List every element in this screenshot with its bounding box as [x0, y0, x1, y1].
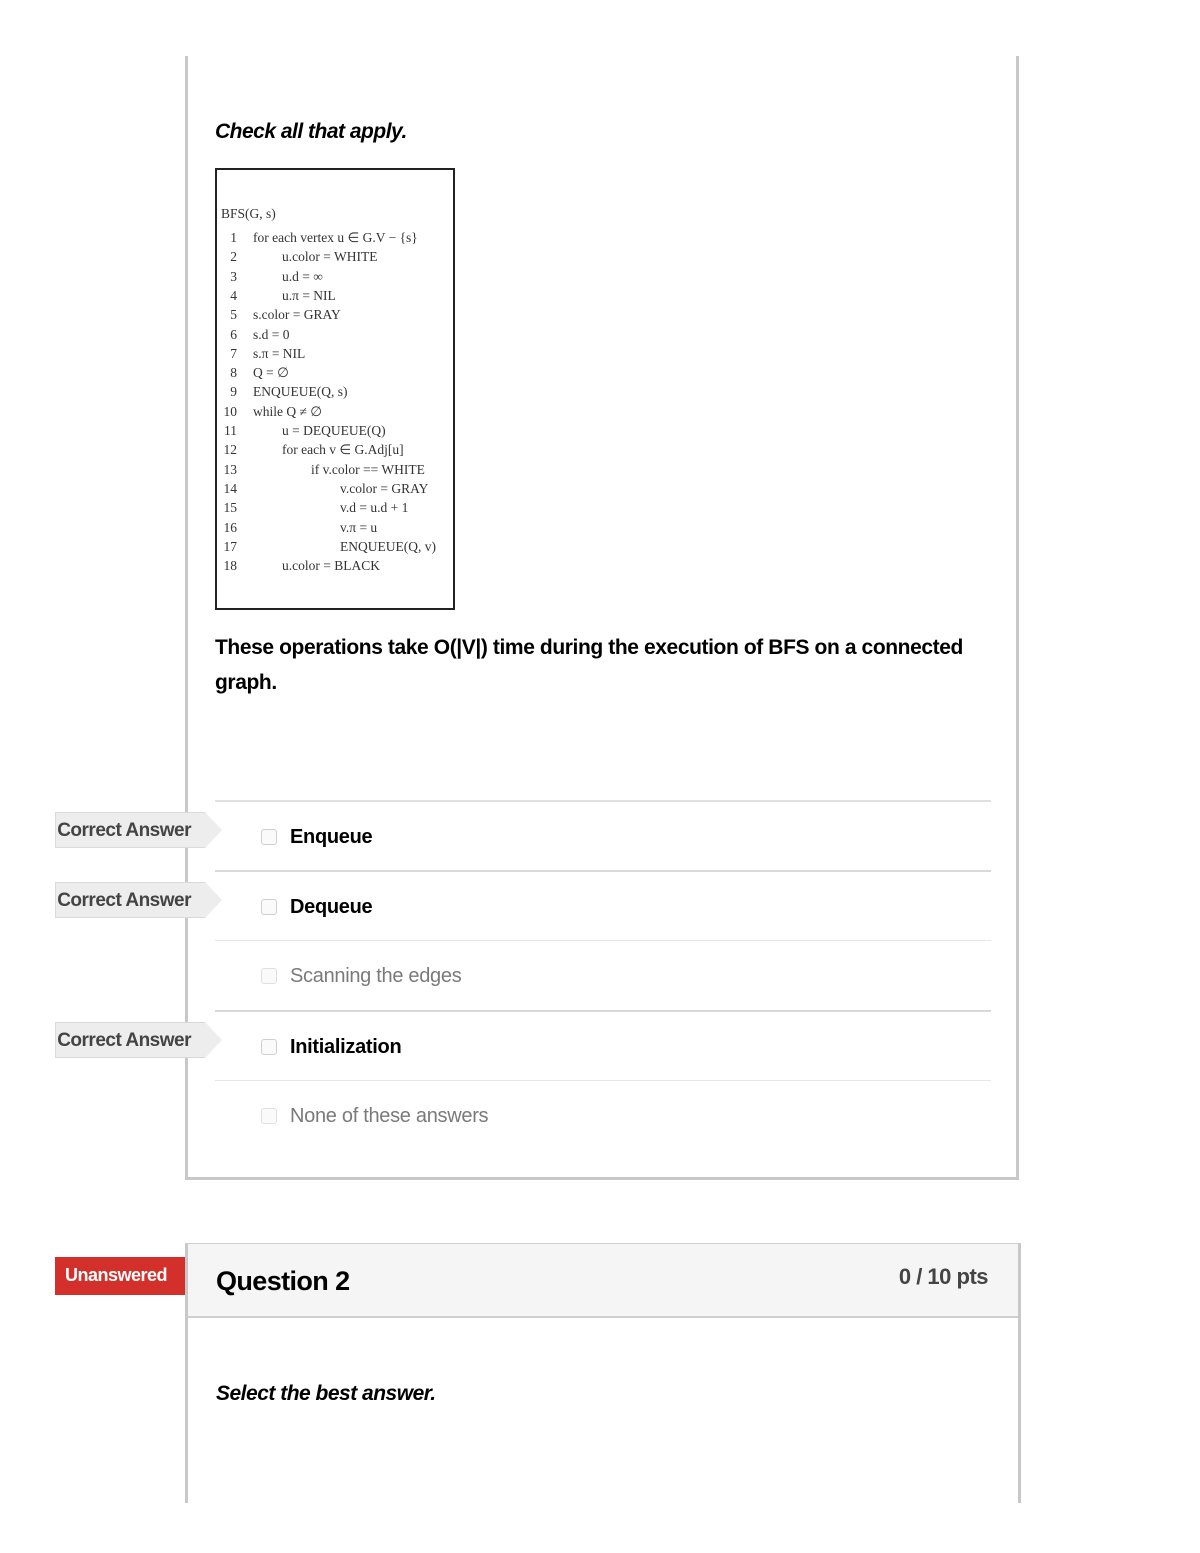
pseudocode-line-number: 4: [230, 287, 237, 303]
answer-label: Dequeue: [290, 896, 373, 918]
pseudocode-line-number: 1: [230, 230, 237, 245]
pseudocode-line-text: v.π = u: [340, 519, 378, 535]
answer-list: [215, 800, 991, 1150]
pseudocode-line-text: s.d = 0: [253, 326, 290, 342]
pseudocode-line-text: u = DEQUEUE(Q): [282, 423, 386, 438]
correct-answer-flag-initialization: [55, 1021, 225, 1061]
pseudocode-line-number: 9: [230, 384, 237, 400]
answer-option-enqueue[interactable]: [215, 800, 991, 870]
pseudocode-line-number: 16: [223, 519, 237, 535]
pseudocode-line-text: ENQUEUE(Q, v): [340, 538, 436, 554]
pseudocode-line-text: u.color = WHITE: [282, 249, 378, 265]
answer-label: Enqueue: [290, 826, 373, 848]
pseudocode-line-text: s.π = NIL: [253, 345, 306, 361]
question-2-title: Question 2: [216, 1266, 350, 1296]
pseudocode-line-text: for each vertex u ∈ G.V − {s}: [253, 230, 418, 245]
answer-option-scanning-edges[interactable]: [215, 940, 991, 1010]
answer-checkbox[interactable]: [261, 968, 277, 984]
unanswered-label: Unanswered: [64, 1265, 167, 1285]
bfs-pseudocode-image: [215, 168, 455, 610]
question-2-instruction: Select the best answer.: [216, 1382, 436, 1405]
answer-checkbox[interactable]: [261, 1039, 277, 1055]
pseudocode-line-text: for each v ∈ G.Adj[u]: [282, 442, 404, 458]
question-2-points: 0 / 10 pts: [898, 1264, 988, 1289]
answer-option-initialization[interactable]: [215, 1010, 991, 1080]
answer-option-dequeue[interactable]: [215, 870, 991, 940]
pseudocode-line-text: s.color = GRAY: [253, 307, 341, 323]
pseudocode-line-text: u.π = NIL: [282, 287, 336, 303]
question-2-card: [185, 1243, 1021, 1503]
pseudocode-line-number: 18: [223, 558, 237, 574]
pseudocode-line-number: 14: [223, 480, 237, 496]
flag-label: Correct Answer: [57, 1030, 191, 1051]
pseudocode-line-number: 2: [230, 249, 237, 265]
pseudocode-line-number: 8: [230, 365, 237, 381]
pseudocode-line-number: 12: [223, 442, 237, 458]
pseudocode-title: BFS(G, s): [221, 206, 276, 221]
pseudocode-line-number: 3: [230, 268, 237, 284]
correct-answer-flag-dequeue: [55, 881, 225, 921]
pseudocode-line-number: 17: [223, 538, 237, 554]
pseudocode-line-text: if v.color == WHITE: [311, 461, 425, 477]
answer-label: Initialization: [290, 1036, 402, 1058]
pseudocode-line-text: while Q ≠ ∅: [253, 403, 323, 419]
answer-label: None of these answers: [290, 1105, 489, 1127]
pseudocode-line-number: 7: [230, 345, 237, 361]
flag-label: Correct Answer: [57, 820, 191, 841]
pseudocode-line-number: 11: [224, 423, 237, 438]
pseudocode-line-text: u.d = ∞: [282, 268, 323, 284]
pseudocode-line-number: 6: [230, 326, 237, 342]
pseudocode-line-text: Q = ∅: [253, 365, 289, 381]
question-1-prompt: These operations take O(|V|) time during the execution of BFS on a connected graph.: [215, 636, 963, 694]
answer-checkbox[interactable]: [261, 899, 277, 915]
answer-option-none[interactable]: [215, 1080, 991, 1150]
flag-label: Correct Answer: [57, 890, 191, 911]
question-2-header: [188, 1244, 1018, 1318]
pseudocode-line-number: 13: [223, 461, 237, 477]
pseudocode-line-text: v.d = u.d + 1: [340, 500, 409, 516]
pseudocode-line-number: 15: [223, 500, 237, 516]
question-1-instruction: Check all that apply.: [215, 120, 407, 143]
pseudocode-line-text: ENQUEUE(Q, s): [253, 384, 348, 400]
pseudocode-line-number: 10: [223, 403, 237, 419]
pseudocode-line-text: v.color = GRAY: [340, 480, 429, 496]
pseudocode-line-number: 5: [230, 307, 237, 323]
answer-label: Scanning the edges: [290, 965, 462, 987]
correct-answer-flag-enqueue: [55, 811, 225, 851]
pseudocode-line-text: u.color = BLACK: [282, 558, 380, 574]
answer-checkbox[interactable]: [261, 829, 277, 845]
answer-checkbox[interactable]: [261, 1108, 277, 1124]
